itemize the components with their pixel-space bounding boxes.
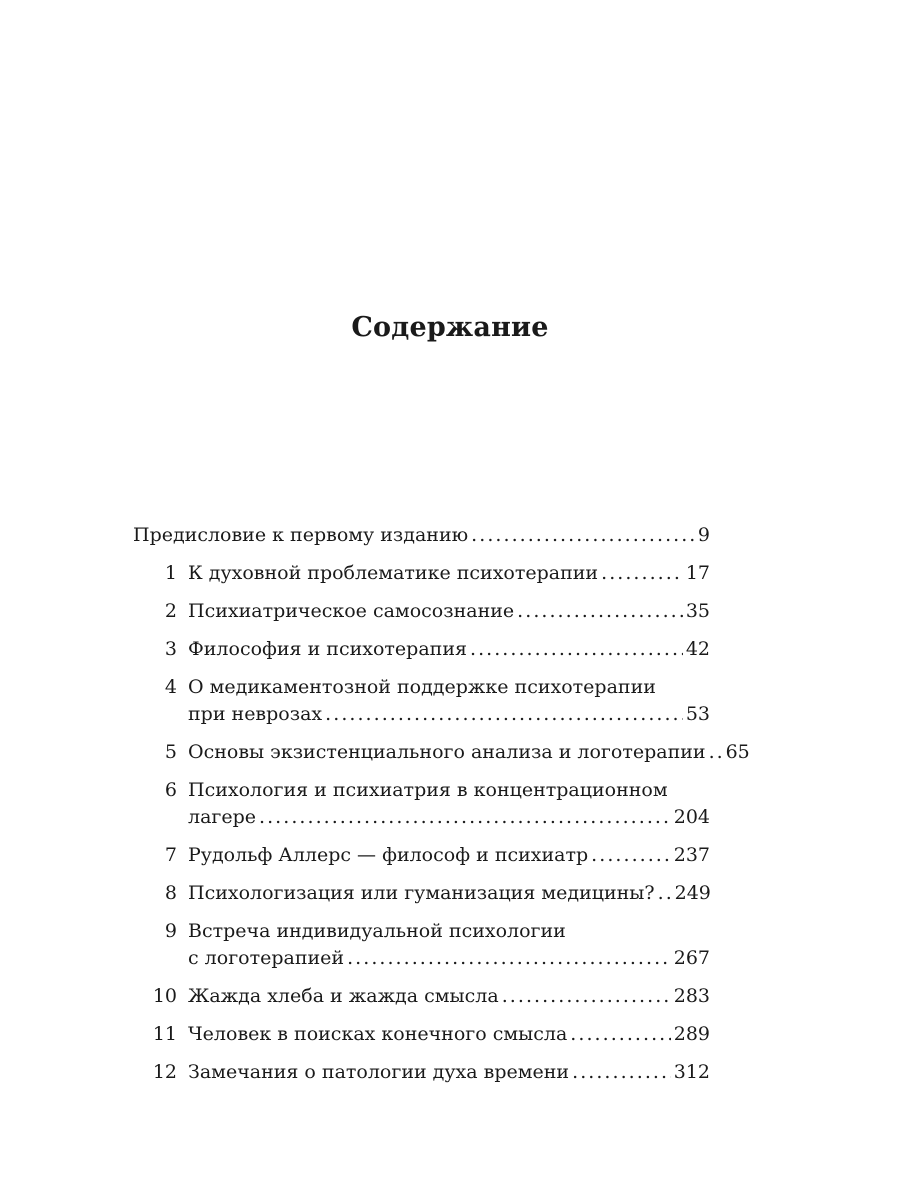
chapter-number: 10: [152, 985, 177, 1007]
page-number: 289: [673, 1023, 710, 1045]
chapter-number: 12: [152, 1061, 177, 1083]
toc-entry[interactable]: [133, 522, 710, 549]
chapter-title-line: Предисловие к первому изданию: [133, 524, 469, 546]
chapter-title-line: О медикаментозной поддержке психотерапии: [188, 676, 656, 698]
page-number: 249: [674, 882, 711, 904]
dot-leader: [601, 560, 683, 587]
page-number: 237: [673, 844, 710, 866]
page-number: 9: [697, 524, 710, 546]
toc-entry[interactable]: [133, 1021, 710, 1048]
chapter-title-line: Психологизация или гуманизация медицины?: [188, 882, 655, 904]
chapter-number: 11: [152, 1023, 177, 1045]
dot-leader: [591, 842, 671, 869]
chapter-title-line: при неврозах: [188, 703, 323, 725]
chapter-number: 4: [164, 676, 177, 698]
chapter-title-line: К духовной проблематике психотерапии: [188, 562, 599, 584]
toc-entry[interactable]: [133, 674, 710, 728]
chapter-title-line: Жажда хлеба и жажда смысла: [188, 985, 499, 1007]
chapter-number: 3: [164, 638, 177, 660]
dot-leader: [502, 983, 671, 1010]
chapter-number: 5: [164, 741, 177, 763]
toc-entry[interactable]: [133, 636, 710, 663]
dot-leader: [709, 739, 723, 766]
page-number: 65: [725, 741, 750, 763]
page-number: 53: [685, 703, 710, 725]
toc-entry[interactable]: [133, 598, 710, 625]
dot-leader: [572, 1059, 671, 1086]
chapter-title-line: Философия и психотерапия: [188, 638, 467, 660]
toc-entry[interactable]: [133, 739, 750, 766]
dot-leader: [470, 636, 683, 663]
chapter-title-line: Основы экзистенциального анализа и логотерапии: [188, 741, 706, 763]
chapter-number: 2: [164, 600, 177, 622]
dot-leader: [658, 880, 672, 907]
dot-leader: [325, 701, 683, 728]
chapter-title-line: Замечания о патологии духа времени: [188, 1061, 570, 1083]
toc-entry[interactable]: [133, 1059, 710, 1086]
page-number: 35: [685, 600, 710, 622]
chapter-number: 9: [164, 920, 177, 942]
page-number: 204: [673, 806, 710, 828]
dot-leader: [259, 804, 671, 831]
table-of-contents: [133, 522, 750, 1097]
dot-leader: [570, 1021, 670, 1048]
dot-leader: [347, 945, 671, 972]
chapter-number: 6: [164, 779, 177, 801]
dot-leader: [471, 522, 695, 549]
chapter-title-line: с логотерапией: [188, 947, 345, 969]
toc-entry[interactable]: [133, 842, 710, 869]
page-number: 312: [673, 1061, 710, 1083]
chapter-title-line: Психология и психиатрия в концентрационном: [188, 779, 668, 801]
toc-entry[interactable]: [133, 983, 710, 1010]
chapter-title-line: лагере: [188, 806, 257, 828]
chapter-title-line: Рудольф Аллерс — философ и психиатр: [188, 844, 589, 866]
chapter-title-line: Психиатрическое самосознание: [188, 600, 515, 622]
chapter-title-line: Встреча индивидуальной психологии: [188, 920, 566, 942]
toc-entry[interactable]: [133, 880, 710, 907]
chapter-title-line: Человек в поисках конечного смысла: [188, 1023, 568, 1045]
page-number: 267: [673, 947, 710, 969]
page-number: 17: [685, 562, 710, 584]
chapter-number: 8: [164, 882, 177, 904]
toc-entry[interactable]: [133, 918, 710, 972]
page-number: 283: [673, 985, 710, 1007]
chapter-number: 1: [164, 562, 177, 584]
page-title: Содержание: [351, 312, 549, 343]
dot-leader: [517, 598, 683, 625]
chapter-number: 7: [164, 844, 177, 866]
toc-entry[interactable]: [133, 560, 710, 587]
page-number: 42: [685, 638, 710, 660]
toc-entry[interactable]: [133, 777, 710, 831]
